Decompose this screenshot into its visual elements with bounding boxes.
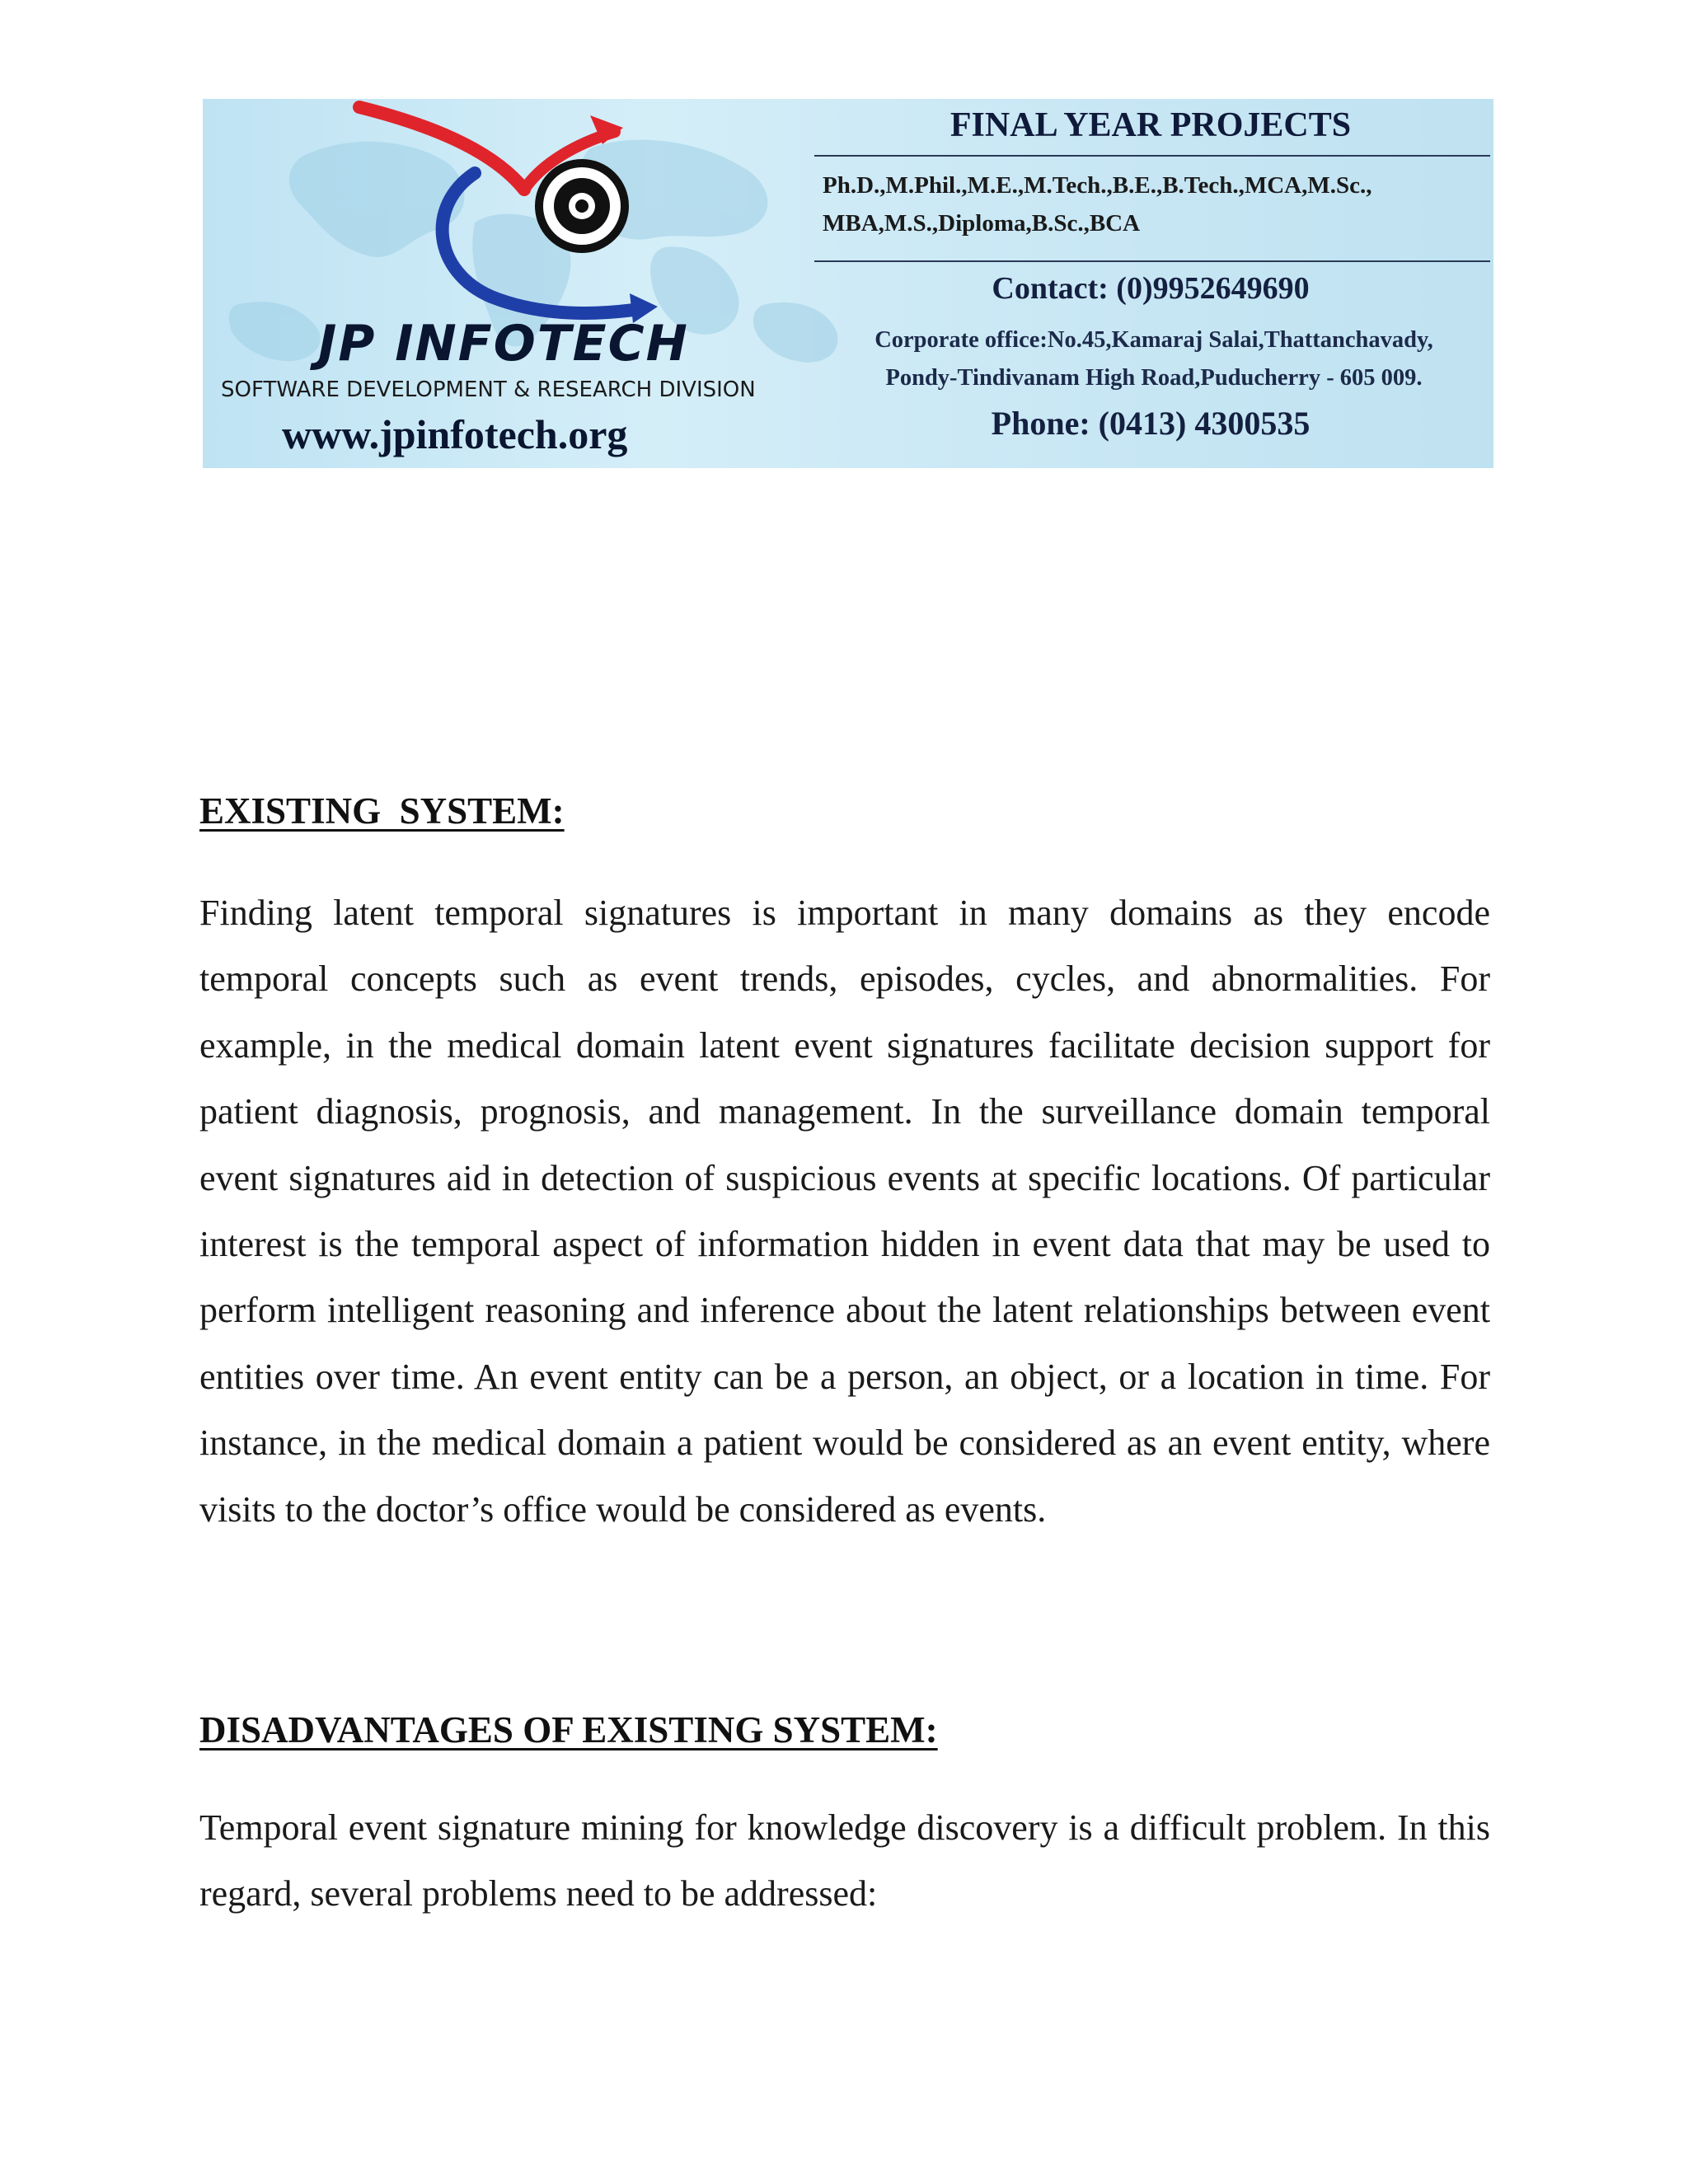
phone-number: Phone: (0413) 4300535 [991,405,1311,442]
banner-divider [814,260,1490,262]
banner-divider [814,155,1490,157]
office-address [818,321,1490,397]
contact-number: Contact: (0)9952649690 [992,271,1310,306]
existing-system-heading: EXISTING SYSTEM: [199,790,565,832]
disadvantages-paragraph: Temporal event signature mining for knowledge discovery is a difficult problem. In this regard, several problems need to be addressed: [199,1807,1490,1915]
header-banner [203,99,1493,468]
brand-tagline: SOFTWARE DEVELOPMENT & RESEARCH DIVISION [221,377,756,402]
address-line: Pondy-Tindivanam High Road,Puducherry - 605 009. [885,365,1423,391]
address-line: Corporate office:No.45,Kamaraj Salai,Thattanchavady, [874,327,1433,353]
website-link[interactable]: www.jpinfotech.org [282,411,628,457]
courses-line: MBA,M.S.,Diploma,B.Sc.,BCA [823,210,1141,237]
disadvantages-heading: DISADVANTAGES OF EXISTING SYSTEM: [199,1709,938,1750]
courses-line: Ph.D.,M.Phil.,M.E.,M.Tech.,B.E.,B.Tech.,MCA,M.Sc., [823,172,1372,199]
existing-system-paragraph: Finding latent temporal signatures is important in many domains as they encode temporal concepts such as event trends, episodes, cycles, and abnormalities. For example, in the medical domain latent event signatures facilitate decision support for patient diagnosis, prognosis, and management. In the surveillance domain temporal event signatures aid in detection of suspicious events at specific locations. Of particular interest is the temporal aspect of information hidden in event data that may be used to perform intelligent reasoning and inference about the latent relationships between event entities over time. An event entity can be a person, an object, or a location in time. For instance, in the medical domain a patient would be considered as an event entity, where visits to the doctor’s office would be considered as events. [199,893,1490,1530]
brand-name: JP INFOTECH [318,315,689,373]
banner-title: FINAL YEAR PROJECTS [950,106,1352,144]
courses-list [823,166,1490,242]
